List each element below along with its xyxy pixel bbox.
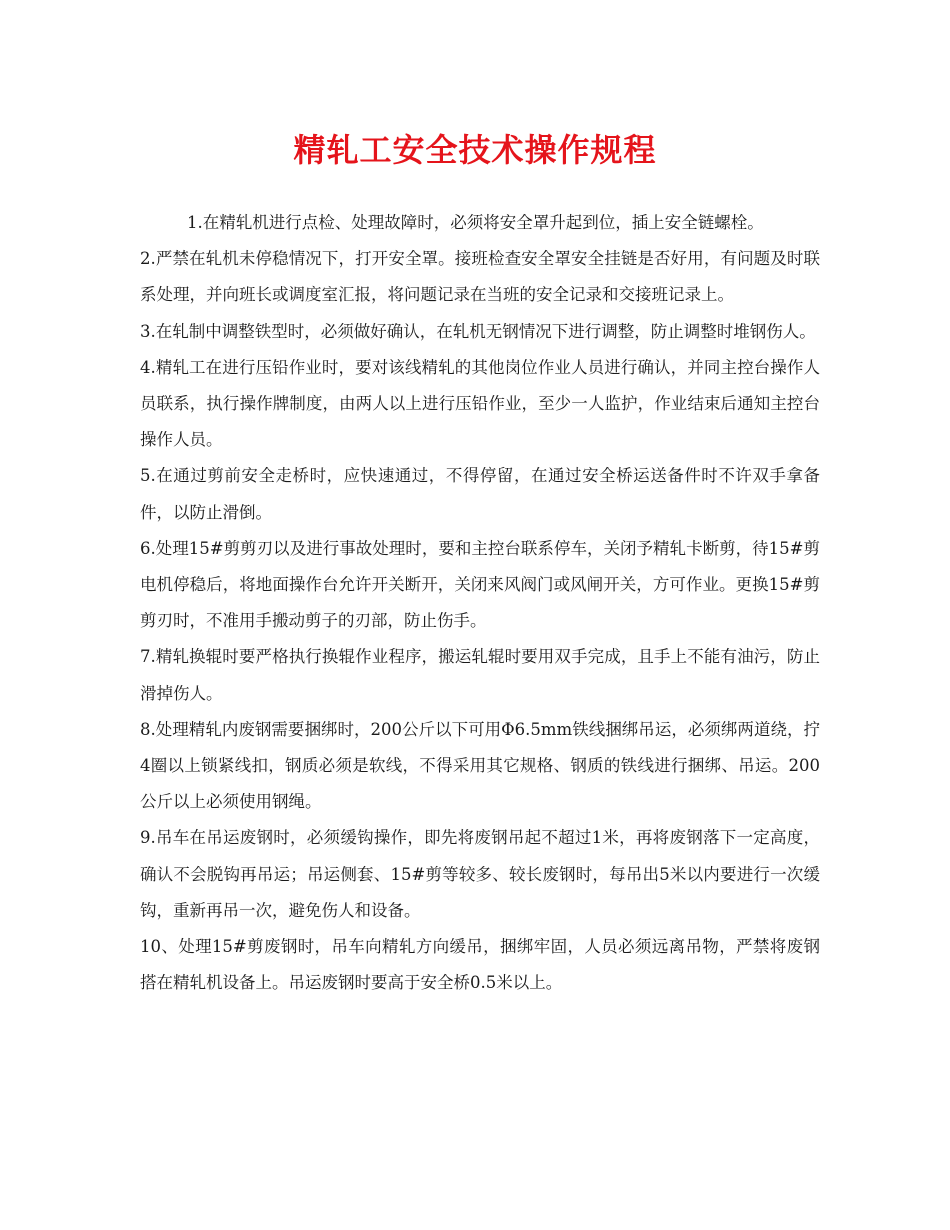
rule-paragraph-10: 10、处理15#剪废钢时，吊车向精轧方向缓吊，捆绑牢固，人员必须远离吊物，严禁将废钢搭在精轧机设备上。吊运废钢时要高于安全桥0.5米以上。 bbox=[140, 937, 820, 993]
rule-paragraph-9: 9.吊车在吊运废钢时，必须缓钩操作，即先将废钢吊起不超过1米，再将废钢落下一定高度，确认不会脱钩再吊运；吊运侧套、15#剪等较多、较长废钢时，每吊出5米以内要进行一次缓钩，重新再吊一次，避免伤人和设备。 bbox=[140, 828, 820, 920]
rule-paragraph-2: 2.严禁在轧机未停稳情况下，打开安全罩。接班检查安全罩安全挂链是否好用，有问题及时联系处理，并向班长或调度室汇报，将问题记录在当班的安全记录和交接班记录上。 bbox=[140, 249, 820, 305]
document-body bbox=[140, 205, 820, 1001]
rule-paragraph-4: 4.精轧工在进行压铅作业时，要对该线精轧的其他岗位作业人员进行确认，并同主控台操作人员联系，执行操作牌制度，由两人以上进行压铅作业，至少一人监护，作业结束后通知主控台操作人员。 bbox=[140, 357, 820, 450]
rule-paragraph-6: 6.处理15#剪剪刃以及进行事故处理时，要和主控台联系停车，关闭予精轧卡断剪，待15#剪电机停稳后，将地面操作台允许开关断开，关闭来风阀门或风闸开关，方可作业。更换15#剪剪刃时，不准用手搬动剪子的刃部，防止伤手。 bbox=[140, 538, 820, 631]
rule-paragraph-3: 3.在轧制中调整铁型时，必须做好确认，在轧机无钢情况下进行调整，防止调整时堆钢伤人。 bbox=[140, 321, 816, 341]
rule-paragraph-8: 8.处理精轧内废钢需要捆绑时，200公斤以下可用Φ6.5mm铁线捆绑吊运，必须绑两道绕，拧4圈以上锁紧线扣，钢质必须是软线，不得采用其它规格、钢质的铁线进行捆绑、吊运。200公斤以上必须使用钢绳。 bbox=[140, 719, 820, 812]
rule-paragraph-1: 1.在精轧机进行点检、处理故障时，必须将安全罩升起到位，插上安全链螺栓。 bbox=[187, 213, 764, 232]
document-title: 精轧工安全技术操作规程 bbox=[293, 131, 657, 169]
rule-paragraph-5: 5.在通过剪前安全走桥时，应快速通过，不得停留，在通过安全桥运送备件时不许双手拿备件，以防止滑倒。 bbox=[140, 466, 820, 522]
rule-paragraph-7: 7.精轧换辊时要严格执行换辊作业程序，搬运轧辊时要用双手完成，且手上不能有油污，防止滑掉伤人。 bbox=[140, 647, 820, 703]
